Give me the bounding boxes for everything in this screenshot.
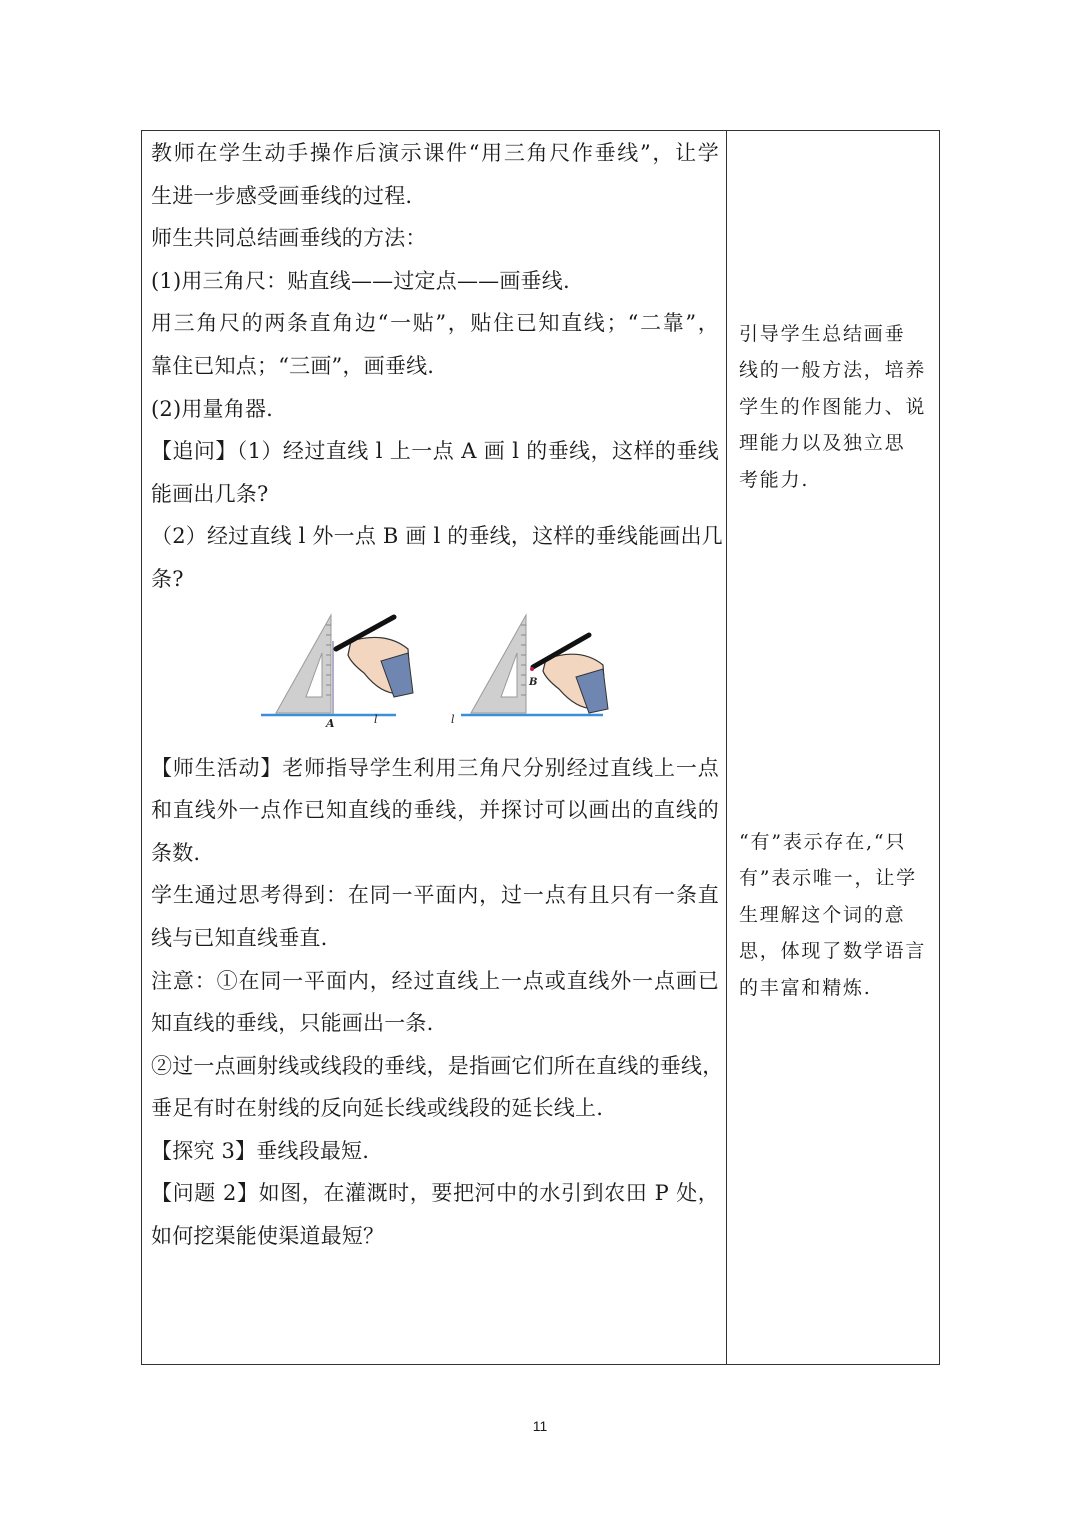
text-line: 能画出几条? (151, 481, 269, 506)
side-note-line: “有”表示存在,“只 (739, 831, 907, 853)
text-line: 教师在学生动手操作后演示课件“用三角尺作垂线”，让学 (151, 141, 719, 165)
left-line-label: l (374, 712, 378, 726)
side-note-line: 思，体现了数学语言 (739, 940, 927, 963)
text-line: 生进一步感受画垂线的过程. (151, 183, 413, 208)
text-line: 【问题 2】如图，在灌溉时，要把河中的水引到农田 P 处， (151, 1181, 719, 1206)
text-line: 条? (151, 566, 184, 591)
side-note-line: 引导学生总结画垂 (739, 323, 906, 345)
text-line: （2）经过直线 l 外一点 B 画 l 的垂线，这样的垂线能画出几 (151, 524, 723, 549)
side-note-1 (739, 316, 931, 498)
side-note-line: 有”表示唯一，让学 (739, 867, 917, 890)
side-note-line: 学生的作图能力、说 (739, 395, 927, 418)
set-square-figure (151, 601, 719, 747)
text-line: (2)用量角器. (151, 396, 274, 421)
text-line: 垂足有时在射线的反向延长线或线段的延长线上. (151, 1096, 604, 1121)
side-note-line: 理能力以及独立思 (739, 432, 906, 455)
column-divider (726, 130, 727, 1365)
right-set-square-drawing (451, 615, 608, 726)
text-line: ②过一点画射线或线段的垂线，是指画它们所在直线的垂线， (151, 1053, 724, 1078)
text-line: 和直线外一点作已知直线的垂线，并探讨可以画出的直线的 (151, 798, 719, 823)
text-line: 学生通过思考得到：在同一平面内，过一点有且只有一条直 (151, 883, 719, 908)
text-line: 【师生活动】老师指导学生利用三角尺分别经过直线上一点 (151, 755, 719, 780)
text-line: 师生共同总结画垂线的方法： (151, 226, 427, 251)
text-line: 线与已知直线垂直. (151, 925, 328, 950)
side-note-line: 生理解这个词的意 (739, 903, 906, 926)
text-line: 靠住已知点；“三画”，画垂线. (151, 353, 435, 378)
left-point-label: A (326, 716, 335, 730)
page-number: 11 (532, 1418, 548, 1434)
text-line: 注意：①在同一平面内，经过直线上一点或直线外一点画已 (151, 968, 719, 993)
side-note-line: 线的一般方法，培养 (739, 359, 927, 382)
text-line: 用三角尺的两条直角边“一贴”，贴住已知直线；“二靠”， (151, 311, 719, 336)
left-set-square-drawing (261, 615, 413, 730)
side-note-line: 考能力. (739, 468, 810, 491)
right-line-label: l (451, 712, 455, 726)
text-line: 【探究 3】垂线段最短. (151, 1138, 370, 1163)
side-note-line: 的丰富和精炼. (739, 976, 872, 999)
text-line: 条数. (151, 840, 201, 865)
text-line: 如何挖渠能使渠道最短？ (151, 1224, 385, 1249)
right-point-label: B (529, 676, 538, 688)
side-note-2 (739, 824, 931, 1006)
text-line: 【追问】（1）经过直线 l 上一点 A 画 l 的垂线，这样的垂线 (151, 439, 719, 464)
main-column (151, 132, 724, 1258)
text-line: (1)用三角尺：贴直线——过定点——画垂线. (151, 268, 570, 293)
text-line: 知直线的垂线，只能画出一条. (151, 1011, 434, 1036)
